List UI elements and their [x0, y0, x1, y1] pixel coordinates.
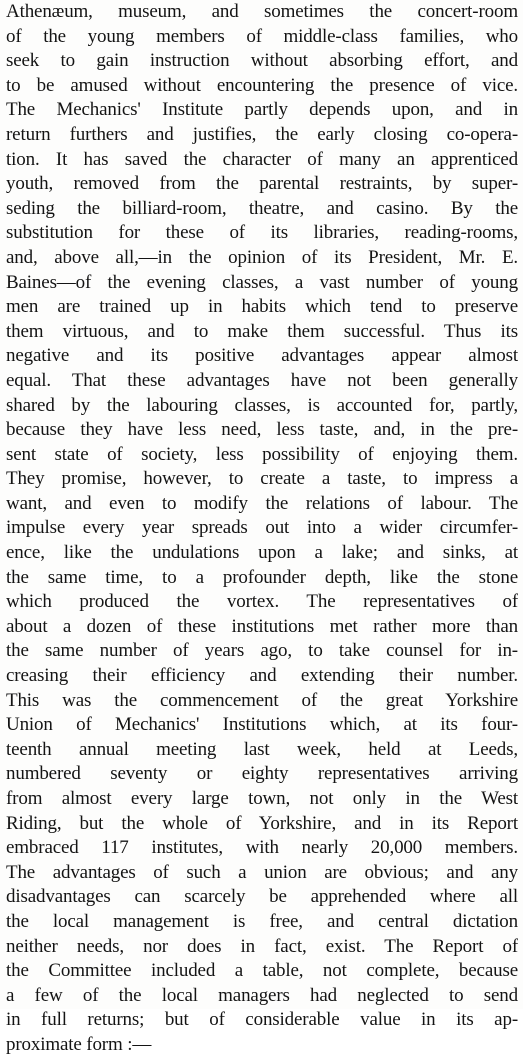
text-line: Athenæum, museum, and sometimes the concert-room — [6, 1, 518, 22]
text-line: to be amused without encountering the presence of vice. — [6, 74, 518, 96]
text-line: about a dozen of these institutions met rather more than — [6, 615, 518, 637]
text-line: ence, like the undulations upon a lake; and sinks, at — [6, 542, 518, 564]
text-line: tion. It has saved the character of many an apprenticed — [6, 148, 518, 170]
text-line: impulse every year spreads out into a wider circumfer- — [6, 517, 518, 539]
text-line: men are trained up in habits which tend to preserve — [6, 296, 518, 318]
text-line: negative and its positive advantages appear almost — [6, 345, 518, 367]
text-line: numbered seventy or eighty representatives arriving — [6, 763, 518, 785]
text-line: creasing their efficiency and extending their number. — [6, 665, 518, 687]
text-line: proximate form :— — [6, 1033, 152, 1055]
text-line: the same time, to a profounder depth, like the stone — [6, 566, 518, 588]
text-line: Riding, but the whole of Yorkshire, and in its Report — [6, 812, 518, 834]
text-line: return furthers and justifies, the early closing co-opera- — [6, 123, 518, 145]
text-line: youth, removed from the parental restraints, by super- — [6, 173, 518, 195]
text-line: The advantages of such a union are obvious; and any — [6, 861, 518, 883]
text-line: disadvantages can scarcely be apprehended where all — [6, 886, 518, 908]
text-line: They promise, however, to create a taste, to impress a — [6, 468, 518, 490]
text-line: This was the commencement of the great Yorkshire — [6, 689, 518, 711]
text-line: want, and even to modify the relations of labour. The — [6, 492, 518, 514]
text-line: shared by the labouring classes, is accounted for, partly, — [6, 394, 518, 416]
text-line: neither needs, nor does in fact, exist. The Report of — [6, 935, 518, 957]
text-line: seek to gain instruction without absorbing effort, and — [6, 50, 518, 72]
text-line: Baines—of the evening classes, a vast number of young — [6, 271, 518, 293]
text-line: the Committee included a table, not complete, because — [6, 960, 518, 982]
article-column — [6, 0, 518, 1058]
text-line: teenth annual meeting last week, held at Leeds, — [6, 738, 518, 760]
text-line: them virtuous, and to make them successful. Thus its — [6, 320, 518, 342]
text-line: because they have less need, less taste, and, in the pre- — [6, 419, 518, 441]
text-line: the same number of years ago, to take counsel for in- — [6, 640, 518, 662]
text-line: equal. That these advantages have not been generally — [6, 369, 518, 391]
text-line: from almost every large town, not only in the West — [6, 788, 518, 809]
text-line: substitution for these of its libraries, reading-rooms, — [6, 222, 518, 244]
text-line: the local management is free, and central dictation — [6, 910, 518, 932]
text-line: which produced the vortex. The representatives of — [6, 591, 518, 613]
text-line: sent state of society, less possibility of enjoying them. — [6, 443, 518, 465]
text-line: Union of Mechanics' Institutions which, at its four- — [6, 714, 518, 736]
text-line: of the young members of middle-class families, who — [6, 25, 518, 47]
text-line: in full returns; but of considerable value in its ap- — [6, 1009, 518, 1031]
text-line: embraced 117 institutes, with nearly 20,000 members. — [6, 837, 518, 859]
text-line: The Mechanics' Institute partly depends upon, and in — [6, 99, 518, 121]
text-line: and, above all,—in the opinion of its President, Mr. E. — [6, 246, 518, 268]
text-line: a few of the local managers had neglected to send — [6, 984, 518, 1006]
text-line: seding the billiard-room, theatre, and casino. By the — [6, 197, 518, 219]
